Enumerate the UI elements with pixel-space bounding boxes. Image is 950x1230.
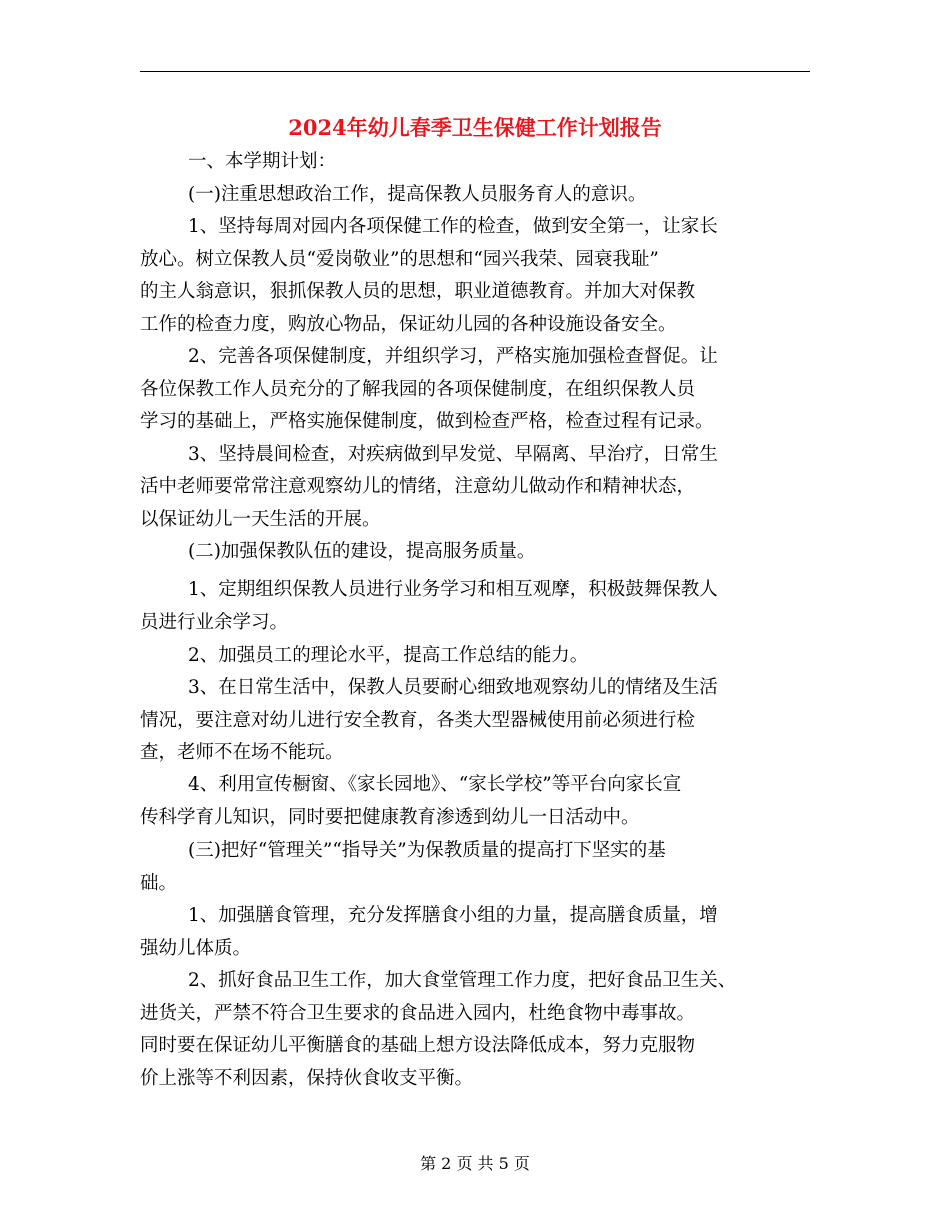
paragraph-3-1 — [140, 900, 812, 965]
text-line: 1、加强膳食管理，充分发挥膳食小组的力量，提高膳食质量，增 — [188, 905, 718, 926]
text-line: 强幼儿体质。 — [140, 937, 252, 959]
text-line: 价上涨等不利因素，保持伙食收支平衡。 — [140, 1067, 474, 1089]
subsection-heading-2 — [140, 536, 812, 569]
text-line: 2、抓好食品卫生工作，加大食堂管理工作力度，把好食品卫生关、 — [188, 970, 737, 991]
text-line: 2、加强员工的理论水平，提高工作总结的能力。 — [188, 645, 589, 666]
text-line: (一)注重思想政治工作，提高保教人员服务育人的意识。 — [188, 183, 647, 205]
text-line: 放心。树立保教人员“爱岗敬业”的思想和“园兴我荣、园衰我耻” — [140, 248, 659, 270]
text-line: 3、坚持晨间检查，对疾病做到早发觉、早隔离、早治疗，日常生 — [188, 443, 718, 465]
text-line: 查，老师不在场不能玩。 — [140, 742, 344, 763]
document-title: 2024年幼儿春季卫生保健工作计划报告 — [288, 115, 662, 140]
paragraph-2-1 — [140, 574, 812, 639]
text-line: 4、利用宣传橱窗、《家长园地》、“家长学校”等平台向家长宣 — [188, 774, 682, 795]
paragraph-3-2 — [140, 965, 812, 1095]
text-line: (二)加强保教队伍的建设，提高服务质量。 — [188, 541, 536, 562]
text-line: 进货关，严禁不符合卫生要求的食品进入园内，杜绝食物中毒事故。 — [140, 1002, 696, 1024]
paragraph-1-1 — [140, 211, 812, 341]
text-line: 活中老师要常常注意观察幼儿的情绪，注意幼儿做动作和精神状态， — [140, 476, 696, 497]
text-line: 的主人翁意识，狠抓保教人员的思想，职业道德教育。并加大对保教 — [140, 281, 696, 302]
paragraph-1-3 — [140, 439, 812, 537]
subsection-heading-1 — [140, 179, 812, 212]
text-line: 2、完善各项保健制度，并组织学习，严格实施加强检查督促。让 — [188, 346, 718, 367]
text-line: 以保证幼儿一天生活的开展。 — [140, 508, 381, 530]
text-line: 情况，要注意对幼儿进行安全教育，各类大型器械使用前必须进行检 — [140, 709, 696, 731]
subsection-heading-3 — [140, 835, 812, 900]
paragraph-2-4 — [140, 769, 812, 834]
header-rule — [140, 71, 810, 72]
paragraph-2-3 — [140, 672, 812, 770]
text-line: 各位保教工作人员充分的了解我园的各项保健制度，在组织保教人员 — [140, 378, 696, 400]
text-line: 1、坚持每周对园内各项保健工作的检查，做到安全第一，让家长 — [188, 216, 718, 237]
paragraph-1-2 — [140, 341, 812, 439]
text-line: (三)把好“管理关”“指导关”为保教质量的提高打下坚实的基 — [188, 840, 666, 861]
text-line: 工作的检查力度，购放心物品，保证幼儿园的各种设施设备安全。 — [140, 313, 677, 335]
text-line: 3、在日常生活中，保教人员要耐心细致地观察幼儿的情绪及生活 — [188, 677, 718, 698]
page-number: 第 2 页 共 5 页 — [420, 1154, 530, 1173]
text-line: 础。 — [140, 872, 178, 894]
text-line: 员进行业余学习。 — [140, 611, 289, 633]
paragraph-2-2 — [140, 640, 812, 673]
text-line: 学习的基础上，严格实施保健制度，做到检查严格，检查过程有记录。 — [140, 411, 714, 432]
text-line: 传科学育儿知识，同时要把健康教育渗透到幼儿一日活动中。 — [140, 806, 640, 828]
text-line: 1、定期组织保教人员进行业务学习和相互观摩，积极鼓舞保教人 — [188, 579, 718, 600]
text-line: 一、本学期计划： — [188, 151, 337, 172]
section-heading-1 — [140, 146, 812, 179]
text-line: 同时要在保证幼儿平衡膳食的基础上想方设法降低成本，努力克服物 — [140, 1035, 696, 1056]
